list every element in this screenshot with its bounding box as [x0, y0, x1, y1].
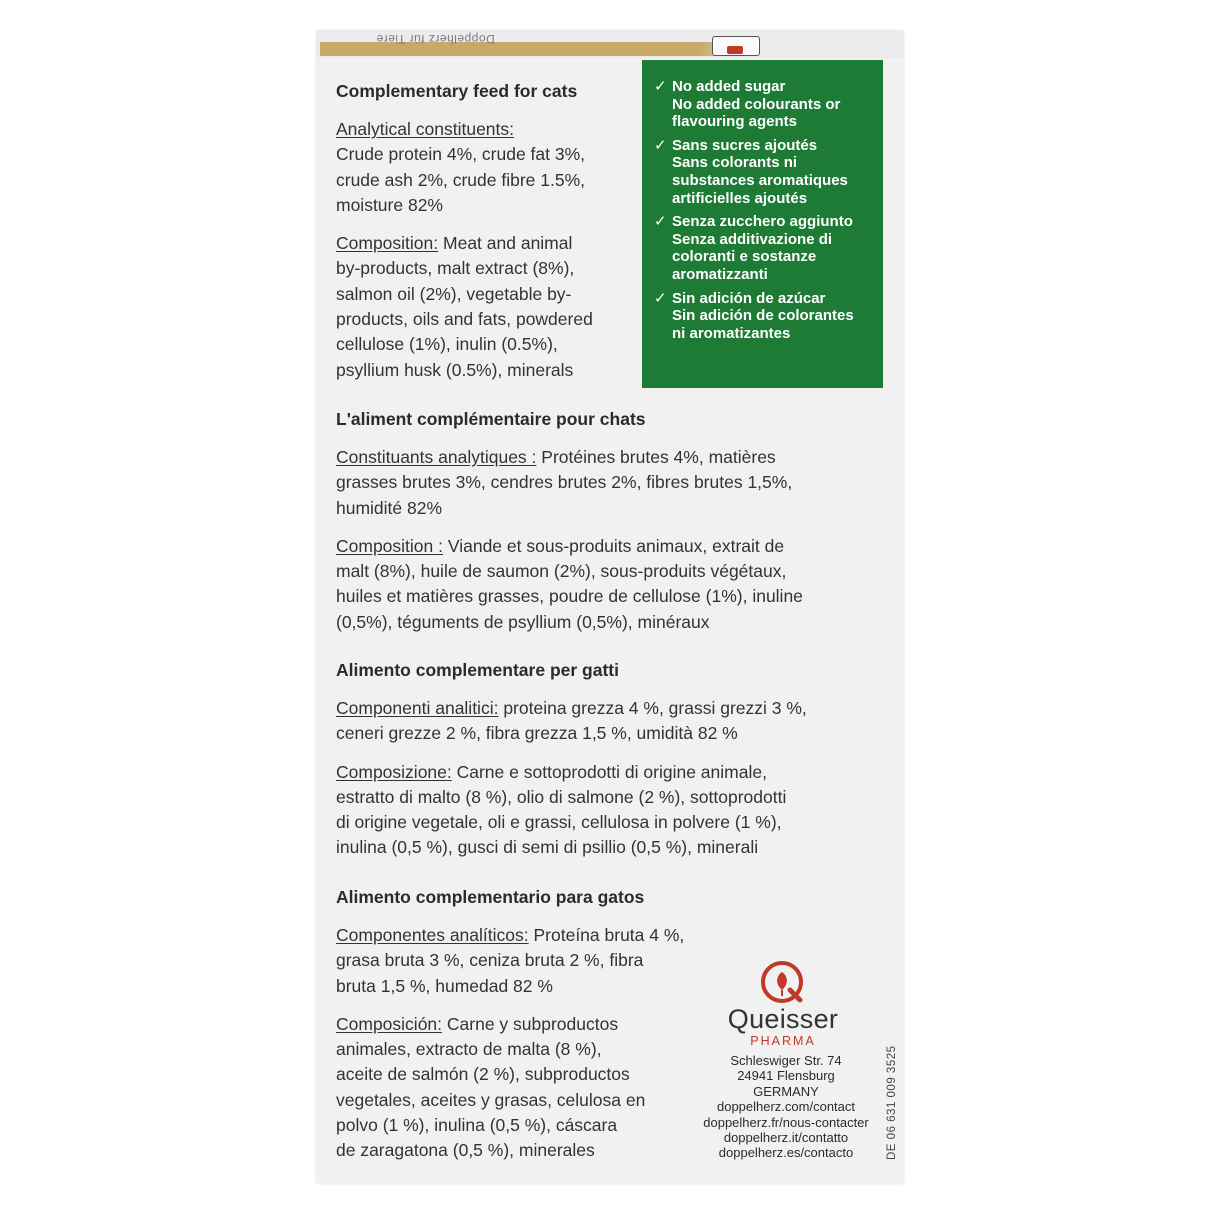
claim-text: ni aromatizantes	[672, 324, 791, 342]
claim-text: Sin adición de azúcar	[672, 289, 826, 307]
checkmark-icon: ✓	[654, 213, 667, 231]
top-flap	[316, 30, 904, 58]
contact-link[interactable]: doppelherz.com/contact	[716, 1099, 856, 1115]
claim-text: artificielles ajoutés	[672, 189, 808, 207]
product-code: DE 06 631 009 3525	[886, 1045, 898, 1160]
claim-text: Sans sucres ajoutés	[672, 136, 818, 154]
claim-item	[654, 137, 871, 207]
claim-text: Sans colorants ni	[672, 154, 798, 172]
claim-text: flavouring agents	[672, 113, 798, 131]
queisser-leaf-icon	[760, 960, 804, 1004]
section-french	[336, 408, 886, 635]
package-back-panel	[316, 30, 904, 1184]
claim-item	[654, 213, 871, 283]
composition: Composición: Carne y subproductos animales, extracto de malta (8 %), aceite de salmón (2 %), subproductos vegetales, aceites y grasas, celulosa en polvo (1 %), inulina (0,5 %), cáscara de zaragatona (0,5 %), minerales	[336, 1013, 646, 1161]
claim-item	[654, 78, 871, 131]
section-title: Alimento complementare per gatti	[336, 660, 619, 680]
claim-item	[654, 290, 871, 343]
top-brand-logo	[712, 36, 760, 56]
section-title: L'aliment complémentaire pour chats	[336, 409, 646, 429]
claim-text: No added sugar	[672, 78, 786, 95]
claim-text: substances aromatiques	[672, 171, 848, 189]
analytical-constituents: Componenti analitici: proteina grezza 4 %, grassi grezzi 3 %, ceneri grezze 2 %, fibra grezza 1,5 %, umidità 82 %	[336, 698, 807, 744]
analytical-constituents: Componentes analíticos: Proteína bruta 4 %, grasa bruta 3 %, ceniza bruta 2 %, fibra bruta 1,5 %, humedad 82 %	[336, 925, 685, 996]
composition: Composition : Viande et sous-produits animaux, extrait de malt (8%), huile de saumon (2%), sous-produits végétaux, huiles et matières grasses, poudre de cellulose (1%), inuline (0,5%), téguments de psyllium (0,5%), minéraux	[336, 535, 803, 632]
section-english	[336, 80, 636, 383]
claim-text: coloranti e sostanze	[672, 248, 817, 266]
analytical-constituents: Constituants analytiques : Protéines brutes 4%, matières grasses brutes 3%, cendres brutes 2%, fibres brutes 1,5%, humidité 82%	[336, 447, 793, 518]
manufacturer-address: Schleswiger Str. 74 24941 Flensburg GERMANY doppelherz.com/contact doppelherz.fr/nous-contacter doppelherz.it/contatto doppelherz.es/contacto	[684, 1053, 888, 1161]
composition: Composizione: Carne e sottoprodotti di origine animale, estratto di malto (8 %), olio di salmone (2 %), sottoprodotti di origine vegetale, oli e grassi, cellulosa in polvere (1 %), inulina (0,5 %), gusci di semi di psillio (0,5 %), minerali	[336, 761, 787, 858]
composition: Composition: Meat and animal by-products, malt extract (8%), salmon oil (2%), vegetable by- products, oils and fats, powdered cellulose (1%), inulin (0.5%), psyllium husk (0.5%), minerals	[336, 233, 593, 380]
claim-text: Sin adición de colorantes	[672, 307, 854, 325]
claims-box	[642, 60, 883, 388]
claim-text: aromatizzanti	[672, 265, 768, 283]
contact-link[interactable]: doppelherz.es/contacto	[718, 1145, 854, 1161]
contact-link[interactable]: doppelherz.it/contatto	[723, 1130, 849, 1146]
contact-link[interactable]: doppelherz.fr/nous-contacter	[703, 1114, 869, 1130]
section-title: Alimento complementario para gatos	[336, 887, 645, 907]
claim-text: No added colourants or	[672, 95, 841, 113]
claim-text: Senza zucchero aggiunto	[672, 213, 853, 231]
checkmark-icon: ✓	[654, 289, 667, 307]
checkmark-icon: ✓	[654, 78, 667, 95]
analytical-constituents: Analytical constituents: Crude protein 4%, crude fat 3%, crude ash 2%, crude fibre 1.5%, moisture 82%	[336, 119, 586, 215]
brand-subtitle: PHARMA	[750, 1034, 816, 1048]
section-italian	[336, 659, 886, 861]
top-cut-text: Doppelherz für Tiere	[376, 32, 495, 46]
section-title: Complementary feed for cats	[336, 81, 578, 101]
section-spanish	[336, 886, 696, 1164]
brand-name: Queisser	[727, 1004, 839, 1034]
claim-text: Senza additivazione di	[672, 230, 833, 248]
checkmark-icon: ✓	[654, 136, 667, 154]
